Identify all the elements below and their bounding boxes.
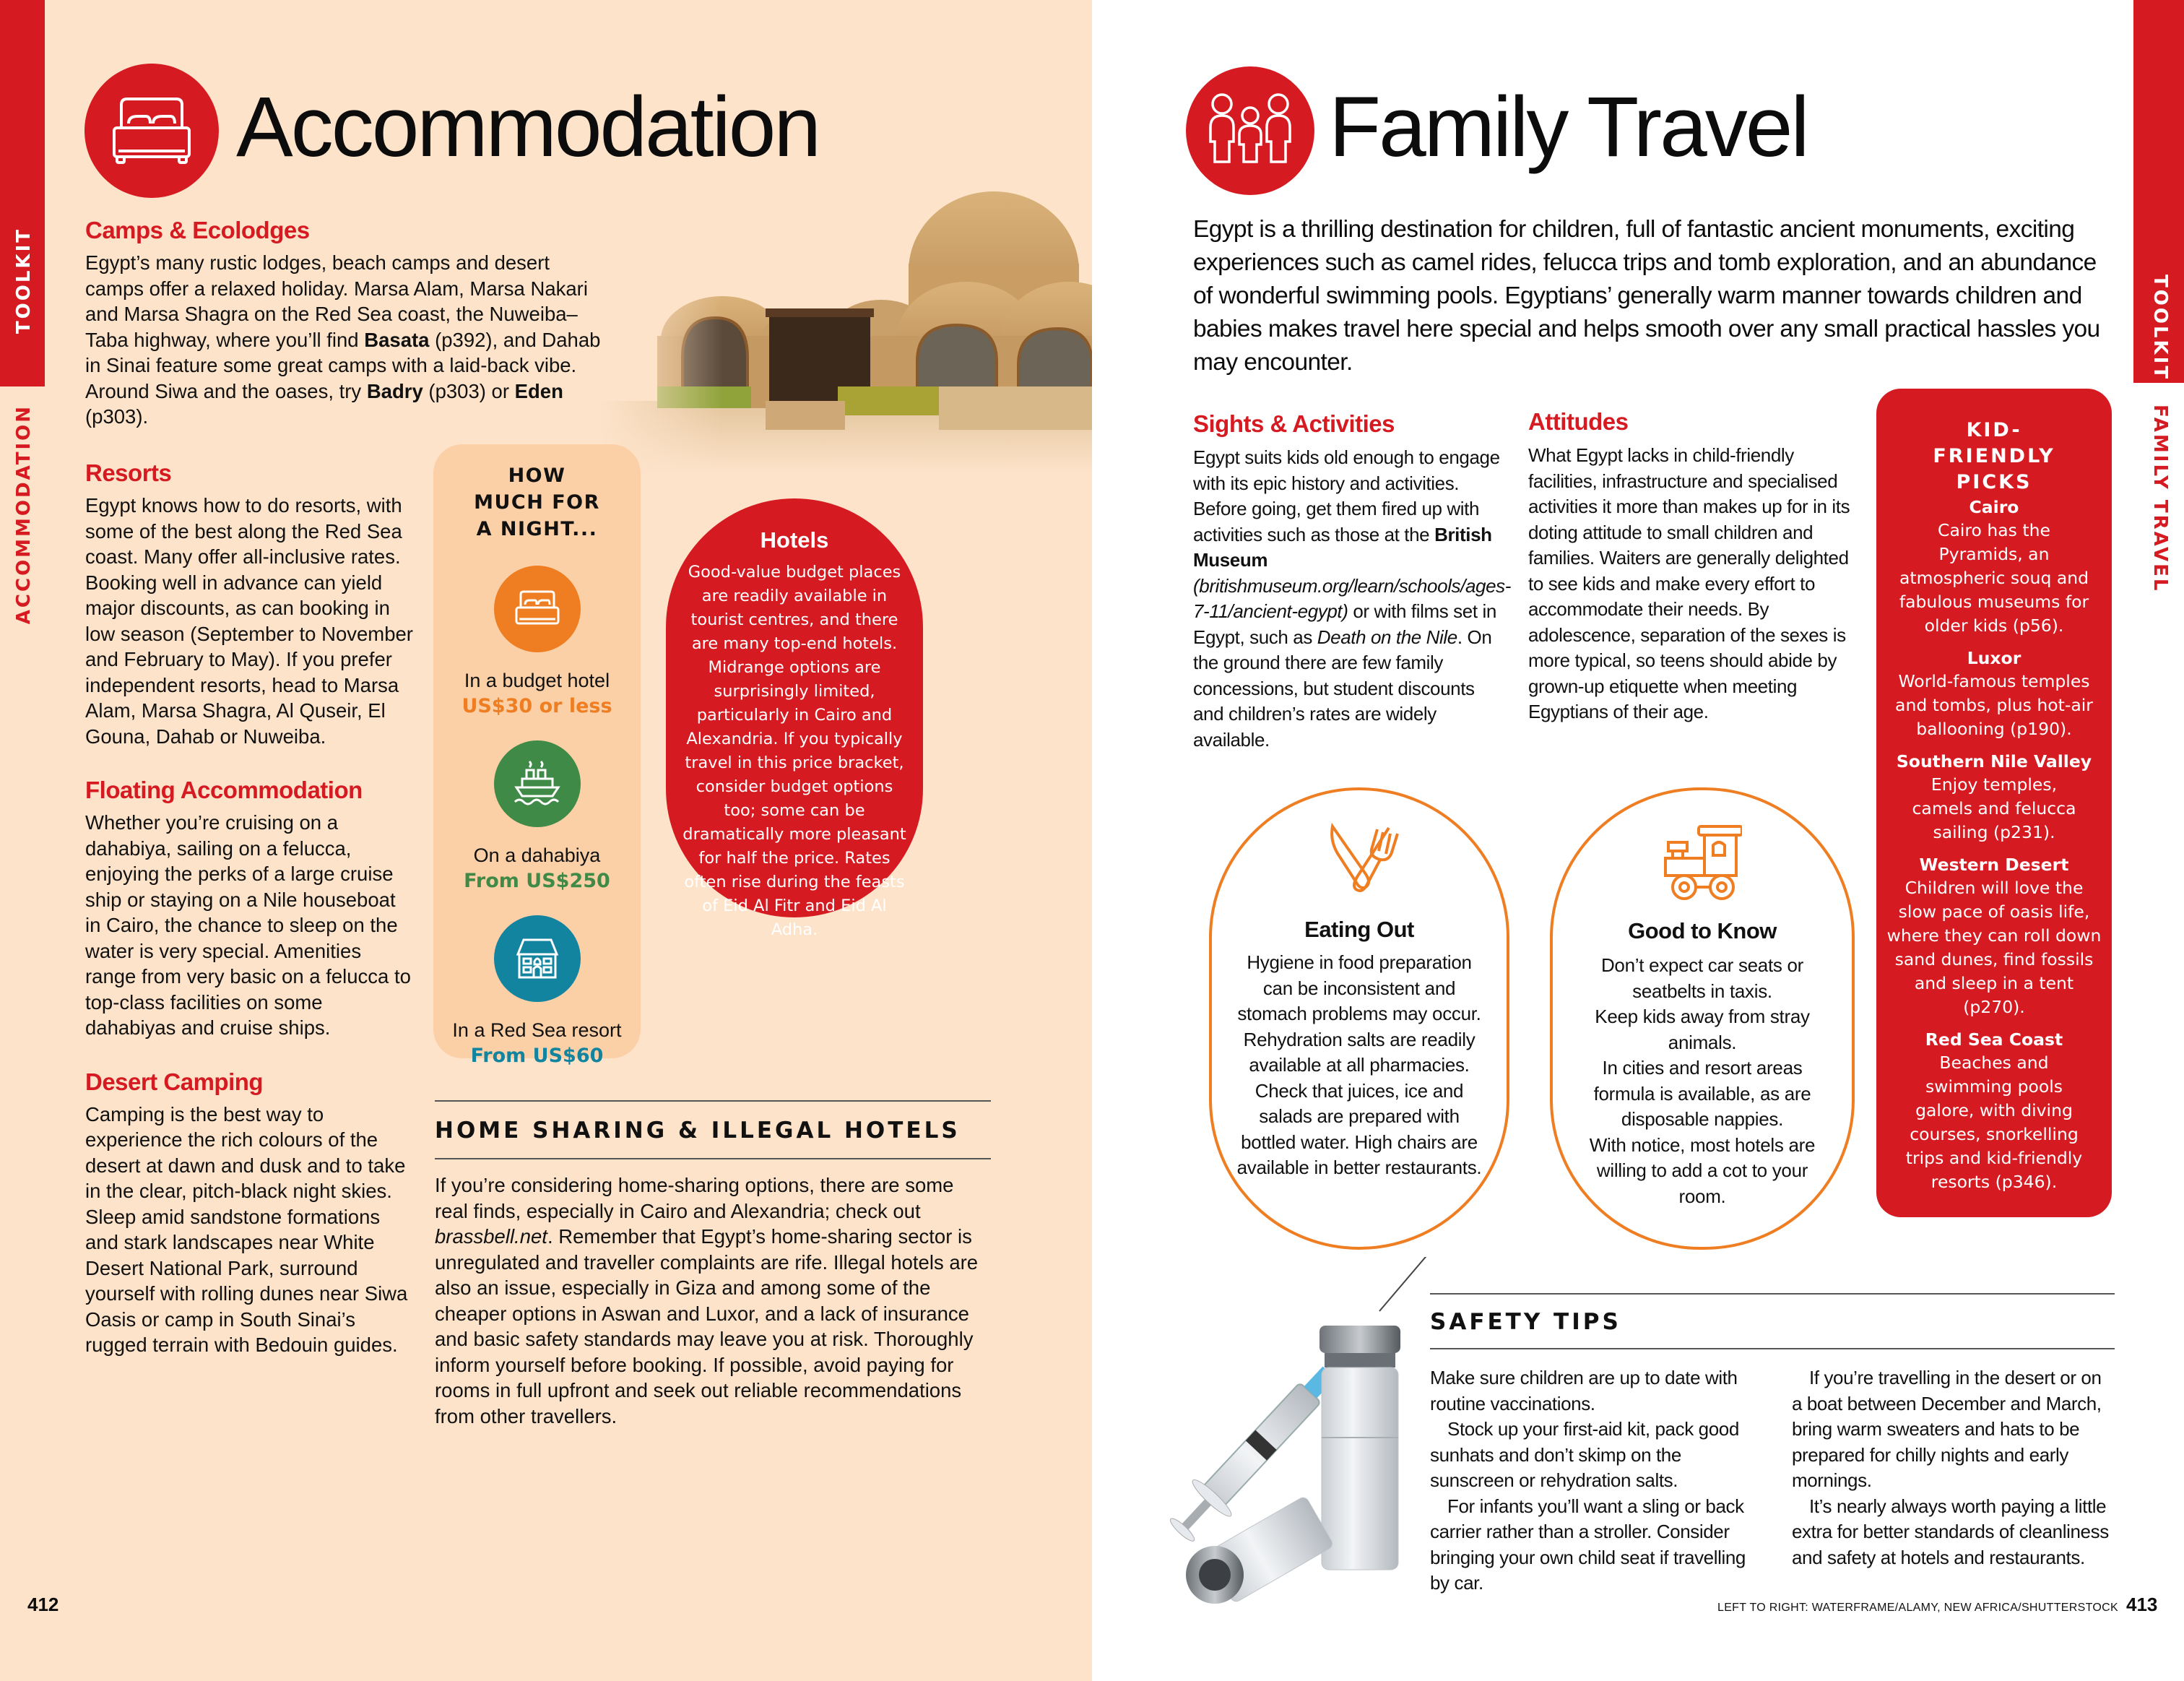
section-tab-label: ACCOMMODATION <box>13 405 35 625</box>
divider <box>1430 1348 2115 1349</box>
kid-pick-item: Cairo Cairo has the Pyramids, an atmospheric souq and fabulous museums for older kids (p56). <box>1899 497 2089 636</box>
toolkit-tab-label: TOOLKIT <box>2149 275 2171 381</box>
good-to-know-title: Good to Know <box>1628 918 1777 943</box>
page-number: 413 <box>2126 1594 2158 1615</box>
good-to-know-line: With notice, most hotels are willing to add a cot to your room. <box>1589 1133 1816 1207</box>
safety-tips-title: SAFETY TIPS <box>1430 1309 1621 1335</box>
kid-pick-item: Luxor World-famous temples and tombs, plus hot-air ballooning (p190). <box>1895 648 2093 739</box>
photo-credit: LEFT TO RIGHT: WATERFRAME/ALAMY, NEW AFRICA/SHUTTERSTOCK <box>1717 1602 2118 1614</box>
price-value: From US$60 <box>470 1045 604 1067</box>
heading-sights: Sights & Activities <box>1193 410 1395 437</box>
price-item <box>433 566 641 719</box>
safety-col-2: If you’re travelling in the desert or on a boat between December and March, bring warm sweaters and hats to be prepared for chilly nights and early mornings. It’s nearly always worth paying a little extra for better standards of cleanliness and safety at hotels and restaurants. <box>1791 1367 2109 1568</box>
toy-train-icon <box>1553 824 1852 907</box>
eating-out-callout <box>1209 787 1509 1250</box>
section-tab-label: FAMILY TRAVEL <box>2149 405 2171 593</box>
hotels-text: Good-value budget places are readily available in tourist centres, and there are many top-end hotels. Midrange options are surprisingly limited, particularly in Cairo and Alexandria. If you typically travel in this price bracket, consider budget options too; some can be dramatically more pleasant for half the price. Rates often rise during the feasts of Eid Al Fitr and Eid Al Adha. <box>682 563 906 939</box>
british-museum-link[interactable]: (britishmuseum.org/learn/schools/ages-7-11/ancient-egypt) <box>1193 574 1511 622</box>
price-item <box>433 915 641 1068</box>
vaccine-photo <box>1135 1257 1446 1633</box>
toolkit-tab-label: TOOLKIT <box>13 228 35 334</box>
hotels-title: Hotels <box>760 527 829 553</box>
page-title: Family Travel <box>1329 79 1808 175</box>
heading-attitudes: Attitudes <box>1528 408 1629 435</box>
price-label: On a dahabiya <box>473 844 601 866</box>
home-sharing-text: If you’re considering home-sharing options, there are some real finds, especially in Cairo and Alexandria; check out brassbell.net. Remember that Egypt’s home-sharing sector is unregulated and traveller complaints are rife. Illegal hotels are also an issue, especially in Giza and among some of the cheaper options in Aswan and Luxor, and a lack of insurance and basic safety standards may leave you at risk. Thoroughly inform yourself before booking. If possible, avoid paying for rooms in full upfront and seek out reliable recommendations from other travellers. <box>435 1174 979 1427</box>
camps-text: Egypt’s many rustic lodges, beach camps and desert camps offer a relaxed holiday. Marsa Alam, Marsa Nakari and Marsa Shagra on the Red Sea coast, the Nuweiba–Taba highway, where you’ll find Basata (p392), and Dahab in Sinai feature some great camps with a laid-back vibe. Around Siwa and the oases, try Badry (p303) or Eden (p303). <box>85 251 601 428</box>
right-page <box>1092 0 2184 1681</box>
bed-icon <box>494 566 581 652</box>
eating-out-title: Eating Out <box>1304 917 1414 942</box>
divider <box>435 1100 991 1102</box>
attitudes-text: What Egypt lacks in child-friendly facilities, infrastructure and specialised activities it more than makes up for in its doting attitude to small children and families. Waiters are generally delighted to see kids and make every effort to accommodate their needs. By adolescence, separation of the sexes is more typical, so teens should abide by grown-up etiquette when meeting Egyptians of their age. <box>1528 444 1850 722</box>
ecolodge-photo <box>599 184 1092 473</box>
hotels-callout <box>666 498 923 939</box>
safety-col-1: Make sure children are up to date with routine vaccinations. Stock up your first-aid kit, pack good sunhats and don’t skimp on the sunscreen or rehydration salts. For infants you’ll want a sling or back carrier rather than a stroller. Consider bringing your own child seat if travelling by car. <box>1430 1367 1746 1594</box>
price-label: In a budget hotel <box>464 670 610 691</box>
eating-out-text: Hygiene in food preparation can be inconsistent and stomach problems may occur. Rehydration salts are readily available at all pharmacies. Check that juices, ice and salads are prepared with bottled water. High chairs are available in better restaurants. <box>1236 951 1482 1178</box>
sights-text: Egypt suits kids old enough to engage with its epic history and activities. Before going, get them fired up with activities such as those at the British Museum (britishmuseum.org/learn/schools/ages-7-11/ancient-egypt) or with films set in Egypt, such as Death on the Nile. On the ground there are few family concessions, but student discounts and children’s rates are widely available. <box>1193 446 1511 751</box>
page-number: 412 <box>27 1594 59 1615</box>
resorts-text: Egypt knows how to do resorts, with some of the best along the Red Sea coast. Many offer all-inclusive rates. Booking well in advance can yield major discounts, as can booking in low season (September to November and February to May). If you prefer independent resorts, head to Marsa Alam, Marsa Shagra, Al Quseir, El Gouna, Dahab or Nuweiba. <box>85 494 413 748</box>
good-to-know-line: Don’t expect car seats or seatbelts in taxis. <box>1600 954 1804 1002</box>
heading-desert-camping: Desert Camping <box>85 1068 264 1095</box>
price-item <box>433 740 641 894</box>
price-label: In a Red Sea resort <box>452 1019 622 1041</box>
kid-friendly-picks-box <box>1876 389 2112 1217</box>
kid-picks-title: KID-FRIENDLY PICKS <box>1933 419 2055 493</box>
good-to-know-line: Keep kids away from stray animals. <box>1595 1006 1810 1053</box>
cutlery-icon <box>1212 821 1507 904</box>
desert-camping-text: Camping is the best way to experience the rich colours of the desert at dawn and dusk and to take in the clear, pitch-black night skies. Sleep amid sandstone formations and stark landscapes near White Desert National Park, surround yourself with rolling dunes near Siwa Oasis or camp in South Sinai’s rugged terrain with Bedouin guides. <box>85 1102 408 1356</box>
kid-pick-item: Western Desert Children will love the slow pace of oasis life, where they can roll down sand dunes, find fossils and sleep in a tent (p270). <box>1886 855 2102 1017</box>
floating-text: Whether you’re cruising on a dahabiya, sailing on a felucca, enjoying the perks of a large cruise ship or staying on a Nile houseboat in Cairo, the chance to sleep on the water is very special. Amenities range from very basic on a felucca to top-class facilities on some dahabiyas and cruise ships. <box>85 811 411 1039</box>
house-icon <box>494 915 581 1002</box>
divider <box>1430 1293 2115 1295</box>
heading-resorts: Resorts <box>85 459 172 486</box>
page-title: Accommodation <box>236 79 820 175</box>
price-guide-box <box>433 444 641 1067</box>
kid-pick-item: Red Sea Coast Beaches and swimming pools galore, with diving courses, snorkelling trips and kid-friendly resorts (p346). <box>1905 1029 2083 1192</box>
family-icon <box>1186 66 1314 195</box>
boat-icon <box>494 740 581 827</box>
price-value: From US$250 <box>464 870 610 892</box>
safety-tips-box <box>1430 1293 2115 1596</box>
heading-floating: Floating Accommodation <box>85 777 363 803</box>
brassbell-link[interactable]: brassbell.net <box>435 1225 547 1248</box>
intro-text: Egypt is a thrilling destination for children, full of fantastic ancient monuments, exciting experiences such as camel rides, felucca trips and tomb exploration, and an abundance of wonderful swimming pools. Egyptians’ generally warm manner towards children and babies makes travel here special and helps smooth over any small practical hassles you may encounter. <box>1193 216 2100 376</box>
price-value: US$30 or less <box>462 695 612 717</box>
good-to-know-callout <box>1550 787 1855 1250</box>
home-sharing-title: HOME SHARING & ILLEGAL HOTELS <box>435 1118 961 1144</box>
good-to-know-line: In cities and resort areas formula is available, as are disposable nappies. <box>1593 1057 1811 1130</box>
bed-icon <box>84 64 219 198</box>
heading-camps: Camps & Ecolodges <box>85 217 310 243</box>
divider <box>435 1158 991 1159</box>
kid-pick-item: Southern Nile Valley Enjoy temples, camels and felucca sailing (p231). <box>1896 751 2092 842</box>
home-sharing-box <box>435 1100 991 1429</box>
price-guide-title: HOW MUCH FOR A NIGHT... <box>474 464 600 540</box>
